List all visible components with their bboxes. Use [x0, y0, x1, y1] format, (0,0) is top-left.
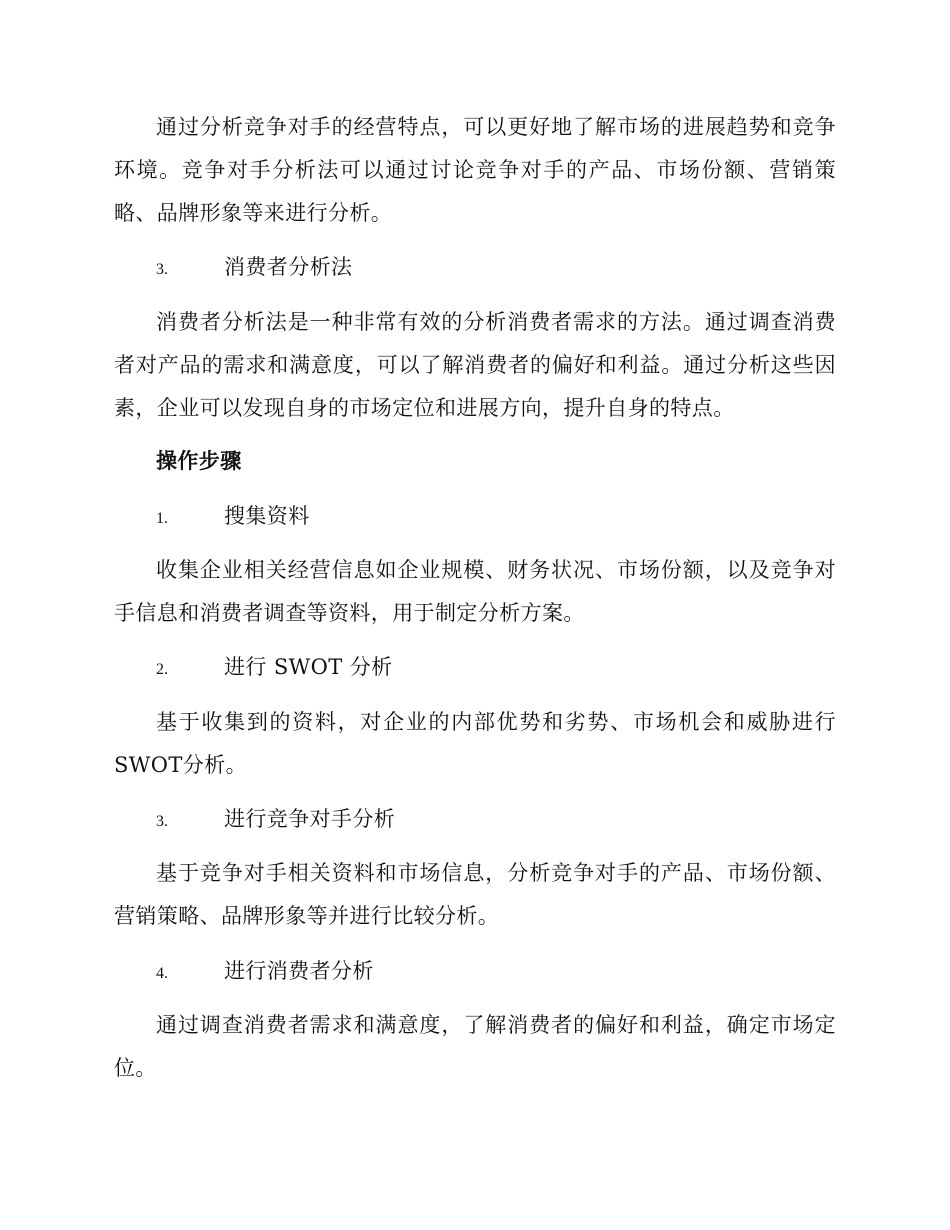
paragraph-consumer-analysis: 消费者分析法是一种非常有效的分析消费者需求的方法。通过调查消费者对产品的需求和满意度，可以了解消费者的偏好和利益。通过分析这些因素，企业可以发现自身的市场定位和进展方向，提升自身的特点。 — [114, 310, 836, 420]
step-title: 进行竞争对手分析 — [224, 807, 396, 831]
step-item-4 — [156, 956, 374, 986]
list-item-consumer-method — [156, 252, 352, 282]
step-number: 4. — [156, 965, 168, 982]
step-title: 进行 SWOT 分析 — [224, 655, 393, 679]
step-number: 3. — [156, 813, 168, 830]
paragraph-competitor-analysis: 通过分析竞争对手的经营特点，可以更好地了解市场的进展趋势和竞争环境。竞争对手分析法可以通过讨论竞争对手的产品、市场份额、营销策略、品牌形象等来进行分析。 — [114, 115, 836, 225]
step-item-2 — [156, 652, 393, 682]
step-item-3 — [156, 804, 395, 834]
section-heading-steps: 操作步骤 — [156, 448, 242, 473]
paragraph-step-3: 基于竞争对手相关资料和市场信息，分析竞争对手的产品、市场份额、营销策略、品牌形象等并进行比较分析。 — [114, 861, 836, 928]
step-number: 1. — [156, 510, 168, 527]
list-number: 3. — [156, 261, 168, 278]
step-title: 搜集资料 — [224, 504, 310, 528]
step-item-1 — [156, 501, 310, 531]
step-title: 进行消费者分析 — [224, 959, 374, 983]
paragraph-step-1: 收集企业相关经营信息如企业规模、财务状况、市场份额，以及竞争对手信息和消费者调查等资料，用于制定分析方案。 — [114, 558, 836, 625]
list-item-title: 消费者分析法 — [224, 255, 353, 279]
paragraph-step-4: 通过调查消费者需求和满意度，了解消费者的偏好和利益，确定市场定位。 — [114, 1013, 836, 1080]
paragraph-step-2: 基于收集到的资料，对企业的内部优势和劣势、市场机会和威胁进行SWOT分析。 — [114, 710, 836, 777]
step-number: 2. — [156, 661, 168, 678]
